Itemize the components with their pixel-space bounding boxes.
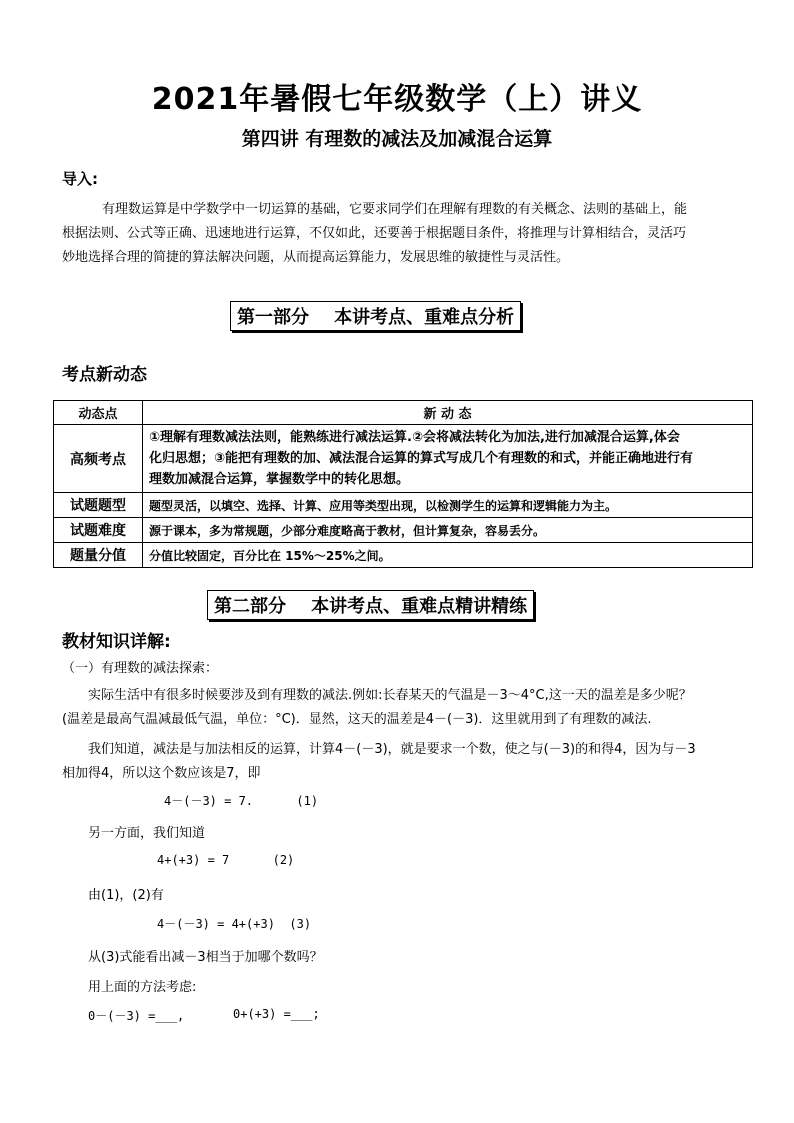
table-cell-line: 理数加减混合运算，掌握数学中的转化思想。 — [149, 472, 410, 487]
paragraph-line: 我们知道，减法是与加法相反的运算，计算4－(－3)，就是要求一个数，使之与(－3)的和得4，因为与－3 — [88, 742, 696, 757]
paragraph-line: (温差是最高气温减最低气温，单位：°C)．显然，这天的温差是4－(－3)．这里就用到了有理数的减法. — [62, 712, 652, 727]
exam-trends-table — [53, 400, 753, 568]
table-cell: 源于课本，多为常规题，少部分难度略高于教材，但计算复杂，容易丢分。 — [143, 518, 753, 543]
lecture-subtitle: 第四讲 有理数的减法及加减混合运算 — [241, 128, 553, 150]
paragraph-subtraction — [62, 738, 742, 786]
paragraph-line: 另一方面，我们知道 — [88, 826, 206, 841]
equation-1: 4－(－3) = 7. (1) — [164, 794, 319, 808]
table-row-label: 试题题型 — [54, 493, 143, 518]
intro-label: 导入: — [62, 170, 98, 188]
part1-title-box: 第一部分 本讲考点、重难点分析 — [230, 301, 521, 331]
table-row-label: 高频考点 — [54, 425, 143, 493]
table-header-cell: 动态点 — [54, 401, 143, 425]
paragraph-line: 相加得4，所以这个数应该是7，即 — [62, 766, 261, 781]
table-cell-line: 化归思想；③能把有理数的加、减法混合运算的算式写成几个有理数的和式，并能正确地进行有 — [149, 451, 694, 466]
equation-3: 4－(－3) = 4+(+3) (3) — [157, 917, 312, 931]
intro-line: 有理数运算是中学数学中一切运算的基础，它要求同学们在理解有理数的有关概念、法则的基础上，能 — [102, 202, 688, 217]
table-row-label: 题量分值 — [54, 543, 143, 568]
table-row — [54, 543, 753, 568]
table-row-label: 试题难度 — [54, 518, 143, 543]
table-cell-line: ①理解有理数减法法则，能熟练进行减法运算.②会将减法转化为加法,进行加减混合运算,体会 — [149, 430, 680, 445]
table-cell: 题型灵活，以填空、选择、计算、应用等类型出现，以检测学生的运算和逻辑能力为主。 — [143, 493, 753, 518]
part2-title-box: 第二部分 本讲考点、重难点精讲精练 — [207, 590, 534, 620]
equation-4b: 0+(+3) =___; — [233, 1007, 320, 1021]
intro-line: 根据法则、公式等正确、迅速地进行运算，不仅如此，还要善于根据题目条件，将推理与计算相结合，灵活巧 — [62, 226, 687, 241]
paragraph-line: 实际生活中有很多时候要涉及到有理数的减法.例如:长春某天的气温是－3～4°C,这一天的温差是多少呢？ — [88, 688, 692, 703]
subsection-heading: （一）有理数的减法探索： — [62, 661, 219, 676]
paragraph-line: 由(1)，(2)有 — [88, 888, 164, 903]
paragraph-line: 从(3)式能看出减－3相当于加哪个数吗？ — [88, 950, 323, 965]
table-header-cell: 新 动 态 — [143, 401, 753, 425]
part1-heading: 考点新动态 — [62, 365, 147, 385]
equation-4a: 0－(－3) =___, — [88, 1009, 185, 1023]
paragraph-line: 用上面的方法考虑: — [88, 980, 197, 995]
table-cell: 分值比较固定，百分比在 15%～25%之间。 — [143, 543, 753, 568]
equation-2: 4+(+3) = 7 (2) — [157, 853, 295, 867]
table-header-row — [54, 401, 753, 425]
intro-paragraph — [62, 198, 734, 270]
table-row — [54, 518, 753, 543]
part2-heading: 教材知识详解: — [62, 632, 171, 652]
document-title: 2021年暑假七年级数学（上）讲义 — [151, 82, 643, 117]
table-cell — [143, 425, 753, 493]
paragraph-temperature — [62, 684, 742, 732]
intro-line: 妙地选择合理的简捷的算法解决问题，从而提高运算能力，发展思维的敏捷性与灵活性。 — [62, 250, 570, 265]
table-row — [54, 493, 753, 518]
table-row — [54, 425, 753, 493]
